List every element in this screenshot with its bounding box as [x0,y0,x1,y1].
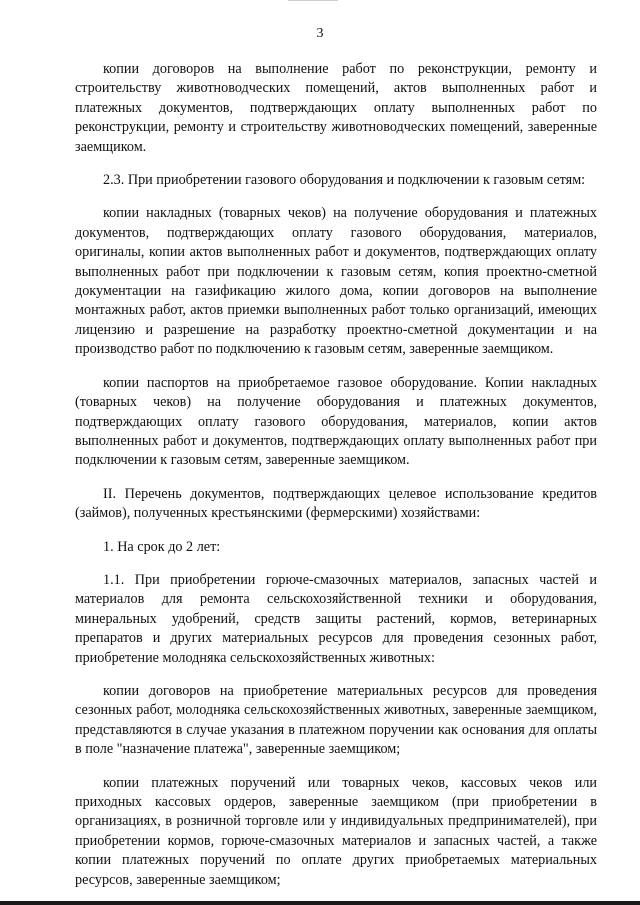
paragraph-gas-invoices: копии накладных (товарных чеков) на получение оборудования и платежных документов, подтверждающих оплату газового оборудования, материалов, оригиналы, копии актов выполненных работ и документов, подтверждающих оплату выполненных работ при подключении к газовым сетям, копия проектно-сметной документации на газификацию жилого дома, копии договоров на выполнение монтажных работ, актов приемки выполненных работ только организаций, имеющих лицензию и разрешение на разработку проектно-сметной документации и на производство работ по подключению к газовым сетям, заверенные заемщиком. [75,205,597,358]
section-heading-ii: II. Перечень документов, подтверждающих целевое использование кредитов (займов), полученных крестьянскими (фермерскими) хозяйствами: [75,485,597,522]
document-body [75,60,597,904]
top-edge-mark [288,0,338,1]
subsection-heading-1: 1. На срок до 2 лет: [103,538,221,555]
paragraph-gas-passports: копии паспортов на приобретаемое газовое оборудование. Копии накладных (товарных чеков) на получение оборудования и платежных документов, подтверждающих оплату газового оборудования, материалов, копии актов выполненных работ и документов, подтверждающих оплату выполненных работ при подключении к газовым сетям, заверенные заемщиком. [75,374,597,469]
section-heading-2-3: 2.3. При приобретении газового оборудования и подключении к газовым сетям: [103,172,586,189]
paragraph-livestock-construction: копии договоров на выполнение работ по реконструкции, ремонту и строительству животноводческих помещений, актов выполненных работ и платежных документов, подтверждающих оплату выполненных работ по реконструкции, ремонту и строительству животноводческих помещений, заверенные заемщиком. [75,61,597,155]
scan-bottom-edge [0,901,640,905]
page-number: 3 [316,26,324,41]
paragraph-payment-orders: копии платежных поручений или товарных чеков, кассовых чеков или приходных кассовых ордеров, заверенные заемщиком (при приобретении в организациях, в розничной торговле или у индивидуальных предпринимателей), при приобретении кормов, горюче-смазочных материалов и запасных частей, а также копии платежных поручений по оплате других приобретаемых материальных ресурсов, заверенные заемщиком; [75,774,597,888]
paragraph-contracts-copies: копии договоров на приобретение материальных ресурсов для проведения сезонных работ, молодняка сельскохозяйственных животных, заверенные заемщиком, представляются в случае указания в платежном поручении как основания для оплаты в поле "назначение платежа", заверенные заемщиком; [75,682,597,758]
subsection-heading-1-1: 1.1. При приобретении горюче-смазочных материалов, запасных частей и материалов для ремонта сельскохозяйственной техники и оборудования, минеральных удобрений, средств защиты растений, кормов, ветеринарных препаратов и других материальных ресурсов для проведения сезонных работ, приобретение молодняка сельскохозяйственных животных: [75,571,597,666]
